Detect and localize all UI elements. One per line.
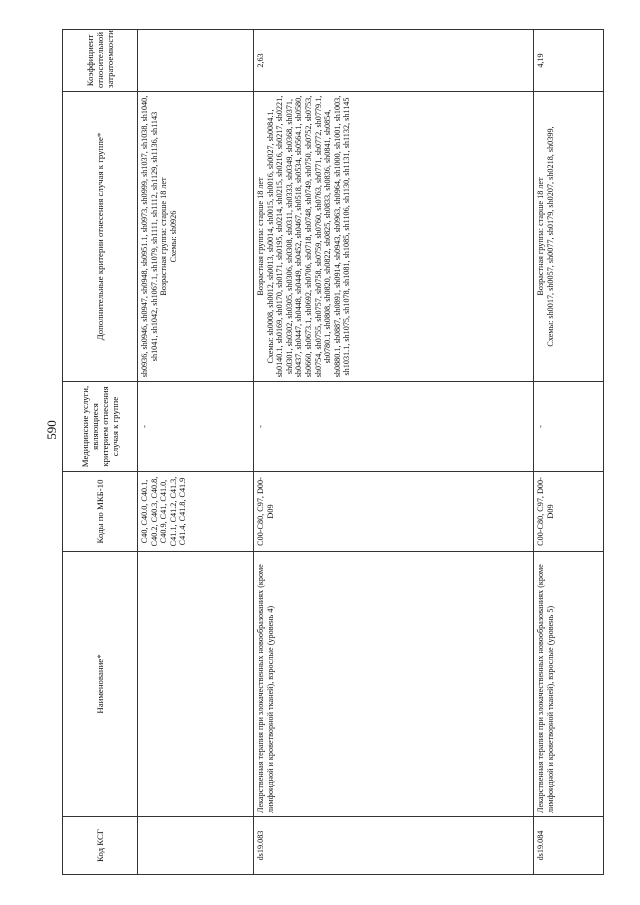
cell-coef	[138, 30, 254, 92]
criteria-age: Возрастная группа: старше 18 лет	[159, 177, 169, 296]
cell-criteria	[254, 92, 534, 382]
page-number: 590	[44, 420, 59, 440]
cell-med: -	[534, 382, 604, 472]
rotated-table-region	[62, 30, 592, 875]
cell-coef: 2,63	[254, 30, 534, 92]
criteria-schemes: sh0936, sh0946, sh0947, sh0948, sh0951.1, sh0973, sh0999, sh1037, sh1038, sh1040, sh1041, sh1042, sh1067.1, sh1079, sh1111, sh1112, sh1129, sh1136, sh1143	[140, 95, 159, 378]
criteria-age: Возрастная группа: старше 18 лет	[536, 177, 545, 296]
table-row	[534, 30, 604, 875]
table-header-row	[63, 30, 138, 875]
header-name: Наименование*	[63, 552, 138, 817]
cell-mkb: C00-C80, C97, D00-D09	[254, 472, 534, 552]
criteria-schemes-2: Схемы: sh0926	[168, 210, 178, 263]
cell-name: Лекарственная терапия при злокачественных новообразованиях (кроме лимфоидной и кроветворной тканей), взрослые (уровень 5)	[534, 552, 604, 817]
cell-mkb: C40, C40.0, C40.1, C40.2, C40.3, C40.8, C40.9, C41, C41.0, C41.1, C41.2, C41.3, C41.4, C41.8, C41.9	[138, 472, 254, 552]
header-code: Код КСГ	[63, 817, 138, 875]
cell-mkb: C00-C80, C97, D00-D09	[534, 472, 604, 552]
cell-code	[138, 817, 254, 875]
cell-criteria	[138, 92, 254, 382]
cell-med: -	[138, 382, 254, 472]
cell-code: ds19.084	[534, 817, 604, 875]
table-row	[254, 30, 534, 875]
cell-name: Лекарственная терапия при злокачественных новообразованиях (кроме лимфоидной и кроветворной тканей), взрослые (уровень 4)	[254, 552, 534, 817]
header-coef: Коэффициент относительной затратоемкости	[63, 30, 138, 92]
cell-criteria	[534, 92, 604, 382]
header-med-services: Медицинские услуги, являющиеся критерием отнесения случая к группе	[63, 382, 138, 472]
header-criteria: Дополнительные критерии отнесения случая к группе*	[63, 92, 138, 382]
header-mkb: Коды по МКБ-10	[63, 472, 138, 552]
cell-name	[138, 552, 254, 817]
table-row	[138, 30, 254, 875]
cell-code: ds19.083	[254, 817, 534, 875]
criteria-schemes: Схемы: sh0017, sh0057, sh0077, sh0179, sh0207, sh0218, sh0399,	[545, 126, 555, 347]
ksg-table	[62, 29, 604, 875]
criteria-age: Возрастная группа: старше 18 лет	[256, 177, 265, 296]
criteria-schemes: Схемы: sh0008, sh0012, sh0013, sh0014, sh0015, sh0016, sh0027, sh0084.1, sh0140.1, sh0169, sh0170, sh0171, sh0195, sh0214, sh0215, sh0216, sh0217, sh0221, sh0301, sh0302, sh0305, sh0306, sh0308, sh0311, sh0333, sh0349, sh0368, sh0371, sh0437, sh0447, sh0448, sh0449, sh0452, sh0467, sh0518, sh0534, sh0564.1, sh0580, sh0660, sh0673.1, sh0692, sh0706, sh0718, sh0748, sh0749, sh0750, sh0752, sh0753, sh0754, sh0755, sh0757, sh0758, sh0759, sh0760, sh0763, sh0771, sh0772, sh0779.1, sh0780.1, sh0808, sh0820, sh0822, sh0825, sh0833, sh0836, sh0841, sh0854, sh0880.1, sh0887, sh0891, sh0914, sh0943, sh0963, sh0964, sh1000, sh1001, sh1003, sh1031.1, sh1075, sh1078, sh1081, sh1085, sh1106, sh1130, sh1131, sh1132, sh1145	[265, 95, 352, 378]
cell-med: -	[254, 382, 534, 472]
cell-coef: 4,19	[534, 30, 604, 92]
